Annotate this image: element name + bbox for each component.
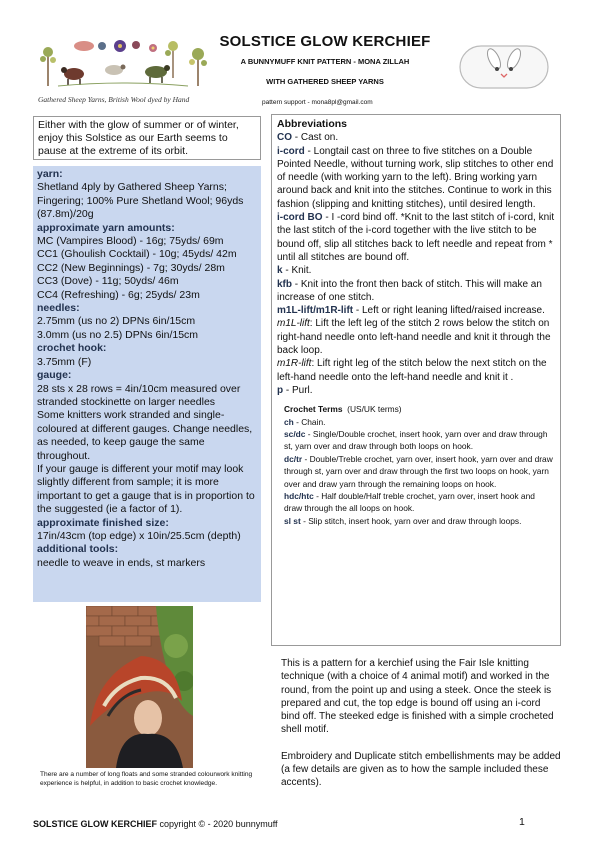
description-paragraph: This is a pattern for a kerchief using the Fair Isle knitting technique (with a choice of 4 animal motif) and worked in the round, from the point up and using a steek. Once the steek is prepared and cut, the top edge is bound off using an i-cord bind off. The steeked edge is finished with a simple crocheted shell motif. <box>281 658 554 736</box>
gauge-heading: gauge: <box>37 369 72 382</box>
sheep-icon <box>105 65 126 76</box>
crochet-sc-dc: sc/dc - Single/Double crochet, insert hook, yarn over and draw through st, yarn over and draw through both loops on hook. <box>284 429 548 452</box>
flower-icon <box>114 40 126 52</box>
crochet-terms <box>277 403 555 527</box>
crochet-sl-st: sl st - Slip stitch, insert hook, yarn over and draw through loops. <box>284 515 522 526</box>
yarn-amount-mc: MC (Vampires Blood) - 16g; 75yds/ 69m <box>37 235 224 248</box>
crochet-terms-heading: Crochet Terms (US/UK terms) <box>284 404 402 415</box>
yarn-amount-cc2: CC2 (New Beginnings) - 7g; 30yds/ 28m <box>37 261 225 274</box>
logo-caption: Gathered Sheep Yarns, British Wool dyed by Hand <box>38 95 190 104</box>
yarn-amount-cc4: CC4 (Refreshing) - 6g; 25yds/ 23m <box>37 288 200 301</box>
abbr-m1-lift: m1L-lift/m1R-lift - Left or right leaning lifted/raised increase. <box>277 305 545 317</box>
materials-panel <box>33 166 261 602</box>
page-subtitle-yarns: WITH GATHERED SHEEP YARNS <box>266 77 384 86</box>
page-number: 1 <box>519 816 525 828</box>
crochet-ch: ch - Chain. <box>284 416 326 427</box>
gathered-sheep-logo <box>38 36 208 92</box>
yarn-ball-icon <box>98 42 106 50</box>
yarn-amount-cc3: CC3 (Dove) - 11g; 50yds/ 46m <box>37 275 179 288</box>
pattern-description <box>281 657 561 803</box>
sheep-icon <box>61 67 84 85</box>
abbr-m1l-lift: m1L-lift: Lift the left leg of the stitch 2 rows below the stitch on right-hand needle onto left-hand needle and knit it through the back loop. <box>277 318 551 357</box>
finished-size-heading: approximate finished size: <box>37 516 169 529</box>
yarn-ball-icon <box>132 41 140 49</box>
abbr-k: k - Knit. <box>277 265 312 277</box>
photo-caption: There are a number of long floats and some stranded colourwork knitting experience is helpful, in addition to basic crochet knowledge. <box>40 771 253 787</box>
needle-size-2: 3.0mm (us no 2.5) DPNs 6in/15cm <box>37 328 199 341</box>
yarn-amount-cc1: CC1 (Ghoulish Cocktail) - 10g; 45yds/ 42m <box>37 248 237 261</box>
finished-size: 17in/43cm (top edge) x 10in/25.5cm (depth) <box>37 529 241 542</box>
needles-heading: needles: <box>37 302 80 315</box>
abbreviations-heading: Abbreviations <box>277 118 348 130</box>
tools-heading: additional tools: <box>37 543 119 556</box>
gauge-note-2: If your gauge is different your motif may look slightly different from sample; it is more important to get a gauge that is in proportion to the suggested (ie a factor of 1). <box>37 462 255 516</box>
abbreviations-box <box>271 114 561 646</box>
kerchief-photo <box>86 606 193 768</box>
pig-icon <box>74 41 94 51</box>
page-subtitle: A BUNNYMUFF KNIT PATTERN - MONA ZILLAH <box>240 57 410 66</box>
intro-box: Either with the glow of summer or of winter, enjoy this Solstice as our Earth seems to pause at the extreme of its orbit. <box>33 116 261 160</box>
yarn-heading: yarn: <box>37 168 63 180</box>
needle-size-1: 2.75mm (us no 2) DPNs 6in/15cm <box>37 315 196 328</box>
support-email: pattern support - mona8pl@gmail.com <box>262 99 373 106</box>
yarn-text: Shetland 4ply by Gathered Sheep Yarns; Fingering; 100% Pure Shetland Wool; 96yds (87.8m)/20g <box>37 181 244 221</box>
abbr-co: CO - Cast on. <box>277 132 339 144</box>
page-title: SOLSTICE GLOW KERCHIEF <box>219 33 431 50</box>
abbr-p: p - Purl. <box>277 384 313 396</box>
abbr-icord-bo: i-cord BO - I -cord bind off. *Knit to the last stitch of i-cord, knit the last stitch of the i-cord together with the live stitch to be bound off, slip all stitches back to left needle and repeat from * until all stitches are bound off. <box>277 212 555 263</box>
abbr-kfb: kfb - Knit into the front then back of stitch. This will make an increase of one stitch. <box>277 278 542 303</box>
crochet-hdc-htc: hdc/htc - Half double/Half treble crochet, yarn over, insert hook and draw through the all loops on hook. <box>284 491 535 514</box>
tree-icon <box>40 47 56 86</box>
crochet-dc-tr: dc/tr - Double/Treble crochet, yarn over, insert hook, yarn over and draw through st, yarn over and draw through the first two loops on hook, yarn over and draw yarn through the remaining loops on hook. <box>284 453 553 489</box>
description-paragraph: Embroidery and Duplicate stitch embellishments may be added (a few details are given as to how the sample included these accents). <box>281 750 561 789</box>
yarn-amounts-heading: approximate yarn amounts: <box>37 221 175 234</box>
crochet-hook-heading: crochet hook: <box>37 342 107 355</box>
footer-copyright: SOLSTICE GLOW KERCHIEF copyright © - 2020 bunnymuff <box>33 819 278 829</box>
crochet-hook-size: 3.75mm (F) <box>37 355 92 368</box>
gauge-note: Some knitters work stranded and single-coloured at different gauges. Change needles, as needed, to keep gauge the same throughout. <box>37 409 253 462</box>
sheep-icon <box>145 65 170 83</box>
bunny-logo-icon <box>458 44 550 90</box>
abbr-icord: i-cord - Longtail cast on three to five stitches on a Double Pointed Needle, without turning work, slip stitches to other end of needle (with working yarn to the left). Bring working yarn around back and knit into the stitches. Continue to work in this fashion (slipping and knitting stitches), until desired length. <box>277 145 554 210</box>
gauge-text: 28 sts x 28 rows = 4in/10cm measured over stranded stockinette on larger needles <box>37 382 241 408</box>
tools-text: needle to weave in ends, st markers <box>37 556 206 569</box>
abbr-m1r-lift: m1R-lift: Lift right leg of the stitch below the next stitch on the left-hand needle onto the left-hand needle and knit it . <box>277 358 547 383</box>
flower-icon <box>149 44 157 52</box>
